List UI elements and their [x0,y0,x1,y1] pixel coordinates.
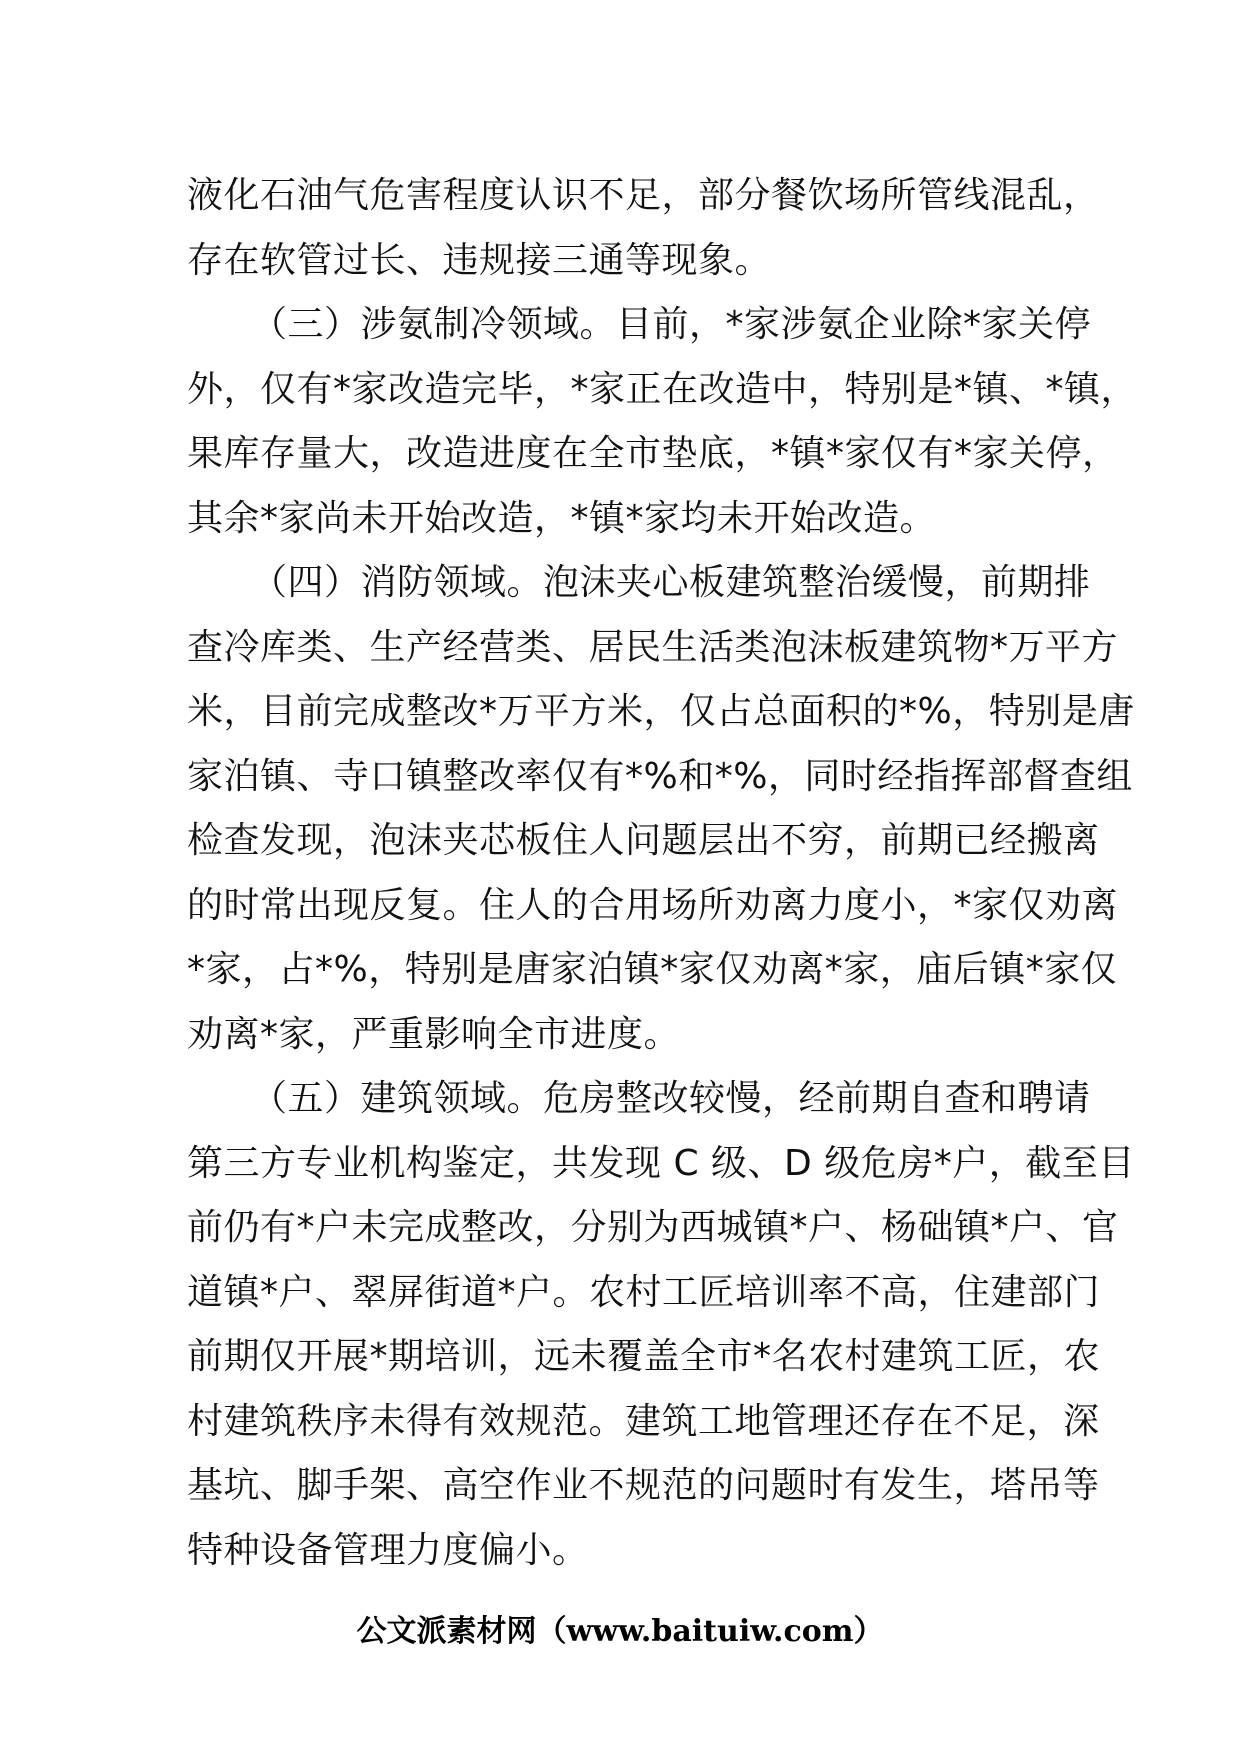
paragraph-section-3 [187,293,1138,551]
text-line: 第三方专业机构鉴定，共发现 C 级、D 级危房*户，截至目 [187,1142,1135,1184]
text-line: （四）消防领域。泡沫夹心板建筑整治缓慢，前期排 [251,562,1091,603]
paragraph-section-4 [187,551,1135,1067]
document-body [187,164,1138,1583]
watermark-footer: 公文派素材网（www.baituiw.com） [356,1614,884,1649]
text-line: 前期仅开展*期培训，远未覆盖全市*名农村建筑工匠，农 [187,1336,1101,1377]
text-line: 家泊镇、寺口镇整改率仅有*%和*%，同时经指挥部督查组 [187,755,1133,797]
text-line: 特种设备管理力度偏小。 [187,1529,589,1571]
text-line: 米，目前完成整改*万平方米，仅占总面积的*%，特别是唐 [187,691,1135,732]
text-line: 外，仅有*家改造完毕，*家正在改造中，特别是*镇、*镇， [187,368,1138,410]
text-line: *家，占*%，特别是唐家泊镇*家仅劝离*家，庙后镇*家仅 [187,949,1118,990]
text-line: 检查发现，泡沫夹芯板住人问题层出不穷，前期已经搬离 [187,820,1100,861]
text-line: 道镇*户、翠屏街道*户。农村工匠培训率不高，住建部门 [187,1271,1101,1313]
text-line: 存在软管过长、违规接三通等现象。 [187,239,772,281]
text-line: 劝离*家，严重影响全市进度。 [187,1013,681,1055]
text-line: 的时常出现反复。住人的合用场所劝离力度小，*家仅劝离 [187,884,1119,926]
text-line: （三）涉氨制冷领域。目前，*家涉氨企业除*家关停 [251,304,1092,345]
text-line: 基坑、脚手架、高空作业不规范的问题时有发生，塔吊等 [187,1465,1100,1506]
text-line: 液化石油气危害程度认识不足，部分餐饮场所管线混乱， [187,175,1100,216]
text-line: 果库存量大，改造进度在全市垫底，*镇*家仅有*家关停， [187,433,1119,474]
paragraph-section-5 [187,1067,1135,1583]
text-line: 村建筑秩序未得有效规范。建筑工地管理还存在不足，深 [187,1400,1100,1442]
text-line: 前仍有*户未完成整改，分别为西城镇*户、杨础镇*户、官 [187,1207,1119,1248]
text-line: （五）建筑领域。危房整改较慢，经前期自查和聘请 [251,1078,1091,1119]
text-line: 查冷库类、生产经营类、居民生活类泡沫板建筑物*万平方 [187,626,1119,668]
text-line: 其余*家尚未开始改造，*镇*家均未开始改造。 [187,497,937,539]
paragraph-continuation [187,164,1100,293]
